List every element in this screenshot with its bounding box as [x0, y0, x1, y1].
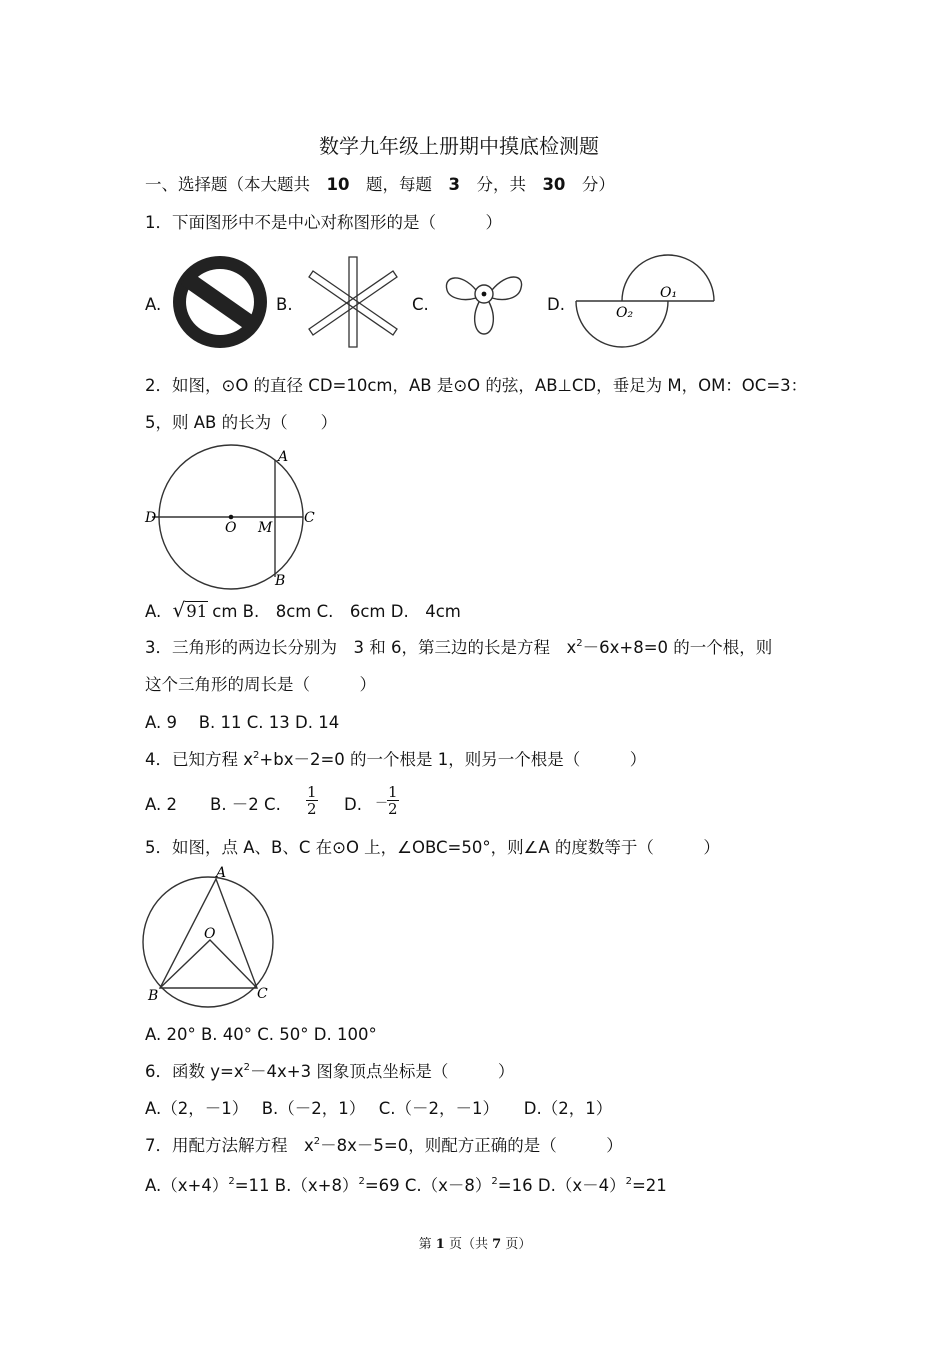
- center-o2-label: O₂: [616, 305, 634, 321]
- point-c-label: C: [257, 986, 268, 1002]
- fraction-one-half: [306, 784, 318, 817]
- point-c-label: C: [304, 510, 315, 526]
- fraction-numerator: 1: [388, 783, 398, 801]
- exponent-2: 2: [243, 1062, 250, 1073]
- fraction-one-half: [387, 784, 399, 817]
- q7-stem: [145, 1136, 623, 1156]
- footer-prefix: 第: [418, 1237, 432, 1252]
- q7-options: [145, 1176, 667, 1196]
- q7-option-a: A.（x+4）: [145, 1176, 229, 1195]
- q5-stem: 5．如图，点 A、B、C 在⊙O 上，∠OBC=50°，则∠A 的度数等于（ ）: [145, 838, 720, 857]
- point-o-label: O: [225, 520, 237, 536]
- q7-option-c: =69 C.（x－8）: [364, 1176, 492, 1195]
- page-footer: [0, 1233, 950, 1252]
- q2-options-rest: cm B. 8cm C. 6cm D. 4cm: [212, 602, 461, 621]
- q4-stem: [145, 750, 646, 770]
- asterisk-strips-figure: [305, 253, 400, 351]
- section-total: 30: [542, 175, 566, 194]
- circle-chord-figure: [142, 442, 320, 592]
- q2-option-a-label: A.: [145, 602, 162, 621]
- section-mid1: 题，每题: [365, 175, 432, 194]
- q7-stem-part1: 7．用配方法解方程 x: [145, 1136, 314, 1155]
- sqrt-91: √91: [172, 598, 208, 622]
- q4-stem-part1: 4．已知方程 x: [145, 750, 254, 769]
- fraction-denominator: 2: [307, 800, 317, 818]
- point-b-label: B: [275, 573, 286, 589]
- q1-stem: 1．下面图形中不是中心对称图形的是（ ）: [145, 213, 502, 232]
- radicand: 91: [186, 602, 208, 621]
- q6-options: A.（2，－1） B.（－2，1） C.（－2，－1） D.（2，1）: [145, 1099, 613, 1118]
- exponent-2: 2: [576, 638, 583, 649]
- footer-suffix: 页）: [505, 1237, 532, 1252]
- three-petal-figure: [441, 268, 525, 338]
- inscribed-triangle-figure: [140, 864, 280, 1010]
- exponent-2: 2: [625, 1176, 632, 1187]
- two-semicircles-figure: [574, 253, 718, 351]
- q2-stem-line2: 5，则 AB 的长为（ ）: [145, 413, 338, 432]
- fraction-denominator: 2: [388, 800, 398, 818]
- footer-total-pages: 7: [492, 1237, 502, 1252]
- section-prefix: 一、选择题（本大题共: [145, 175, 310, 194]
- point-m-label: M: [258, 520, 273, 536]
- point-a-label: A: [216, 865, 227, 881]
- point-o-label: O: [204, 926, 216, 942]
- section-suffix: 分）: [581, 175, 615, 194]
- q1-option-c-label: C.: [412, 295, 429, 314]
- q7-option-b: =11 B.（x+8）: [234, 1176, 359, 1195]
- q3-stem-part2: －6x+8=0 的一个根，则: [582, 638, 773, 657]
- q1-option-a-label: A.: [145, 295, 162, 314]
- q3-stem-part1: 3．三角形的两边长分别为 3 和 6，第三边的长是方程 x: [145, 638, 577, 657]
- q4-option-a: A. 2: [145, 795, 177, 814]
- footer-page-number: 1: [435, 1237, 445, 1252]
- q3-stem-line2: 这个三角形的周长是（ ）: [145, 675, 376, 694]
- exponent-2: 2: [313, 1136, 321, 1147]
- page-title: 数学九年级上册期中摸底检测题: [319, 134, 599, 158]
- exponent-2: 2: [358, 1176, 365, 1187]
- q6-stem-part1: 6．函数 y=x: [145, 1062, 244, 1081]
- exponent-2: 2: [228, 1176, 235, 1187]
- q2-stem-line1: 2．如图，⊙O 的直径 CD=10cm，AB 是⊙O 的弦，AB⊥CD，垂足为 M，OM：OC=3：: [145, 376, 808, 395]
- section-mid2: 分，共: [476, 175, 526, 194]
- center-o1-label: O₁: [660, 285, 678, 301]
- q7-option-d: =16 D.（x－4）: [497, 1176, 626, 1195]
- point-a-label: A: [278, 449, 289, 465]
- q6-stem: [145, 1062, 514, 1082]
- q3-options: A. 9 B. 11 C. 13 D. 14: [145, 713, 340, 732]
- q5-options: A. 20° B. 40° C. 50° D. 100°: [145, 1025, 377, 1044]
- q4-option-d: D.: [344, 795, 362, 814]
- q4-stem-part2: +bx－2=0 的一个根是 1，则另一个根是（ ）: [259, 750, 647, 769]
- section-points: 3: [448, 175, 460, 194]
- section-count: 10: [326, 175, 350, 194]
- section-heading: [145, 175, 615, 195]
- q7-stem-part2: －8x－5=0，则配方正确的是（ ）: [320, 1136, 623, 1155]
- q2-options: [145, 600, 461, 622]
- minus-sign: －: [375, 796, 389, 811]
- fraction-numerator: 1: [307, 783, 317, 801]
- q6-stem-part2: －4x+3 图象顶点坐标是（ ）: [249, 1062, 515, 1081]
- exponent-2: 2: [253, 750, 260, 761]
- point-b-label: B: [148, 988, 159, 1004]
- point-d-label: D: [145, 510, 157, 526]
- q4-option-b-c: B. －2 C.: [210, 795, 281, 814]
- exponent-2: 2: [491, 1176, 498, 1187]
- footer-mid: 页（共: [448, 1237, 488, 1252]
- q1-option-d-label: D.: [547, 295, 565, 314]
- q3-stem-line1: [145, 638, 772, 658]
- q1-option-b-label: B.: [276, 295, 293, 314]
- q7-option-d-value: =21: [631, 1176, 667, 1195]
- no-entry-symbol-figure: [170, 253, 272, 351]
